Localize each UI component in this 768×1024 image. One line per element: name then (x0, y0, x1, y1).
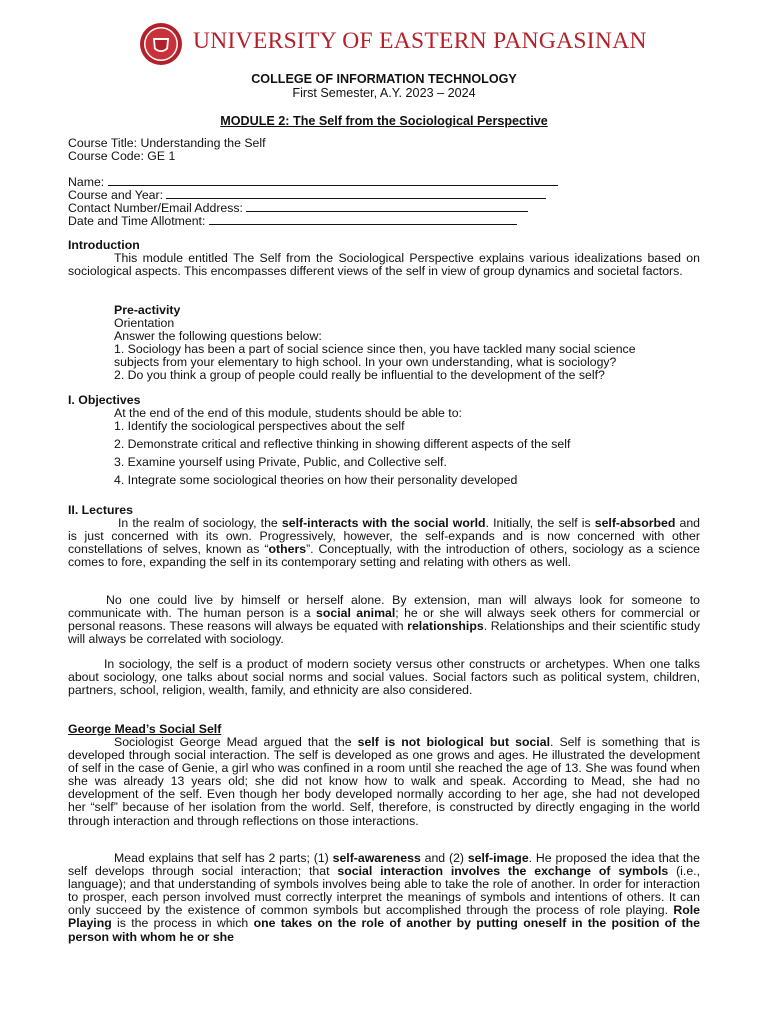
lecture-paragraph-1 (68, 517, 700, 569)
name-blank[interactable] (108, 175, 558, 186)
bold-run: self-image (467, 851, 529, 865)
text-run: . Initially, the self is (485, 516, 595, 530)
date-time-blank[interactable] (209, 214, 517, 225)
question-1-line1: 1. Sociology has been a part of social science since then, you have tackled many social science (114, 342, 636, 356)
course-code: Course Code: GE 1 (68, 149, 176, 163)
text-run: In the realm of sociology, the (118, 516, 282, 530)
date-time-label: Date and Time Allotment: (68, 214, 206, 228)
module-title-text: MODULE 2: The Self from the Sociological Perspective (220, 114, 548, 128)
college-name: COLLEGE OF INFORMATION TECHNOLOGY (251, 72, 517, 86)
pre-activity-heading: Pre-activity (114, 303, 181, 317)
mead-paragraph-2 (68, 852, 700, 944)
course-year-blank[interactable] (166, 188, 546, 199)
university-header (135, 20, 647, 70)
bold-run: self is not biological but social (357, 735, 550, 749)
text-run: (i.e., language); and that understanding of symbols involves being able to take the role of another. In order for interaction to prosper, each person involved must correctly interpret the meanings of symbols and intentions of others. It can only succeed by the existence of common symbols but accomplished through the process of role playing. (68, 864, 701, 918)
objective-item: 4. Integrate some sociological theories on how their personality developed (114, 473, 518, 487)
text-run: ; he or she will always seek others for commercial or personal reasons. These reasons will always be equated with (68, 606, 701, 634)
text-run: Sociologist George Mead argued that the (114, 735, 358, 749)
question-2: 2. Do you think a group of people could really be influential to the development of the self? (114, 368, 605, 382)
text-run: Mead explains that self has 2 parts; (1) (114, 851, 333, 865)
orientation-label: Orientation (114, 316, 175, 330)
text-run: . Self is something that is developed through social interaction. The self is developed as one grows and ages. He illustrated the development of self in the case of Genie, a girl who was confined in a room until she reached the age of 13. She was found when she was already 13 years old; she did not know how to walk and speak. According to Mead, she had no development of the self. Even though her body developed normally according to her age, she had not developed her “self” because of her isolation from the world. Self, therefore, is constructed by directly engaging in the world through interaction and through reflections on those interactions. (68, 735, 701, 828)
bold-run: social animal (316, 606, 396, 621)
mead-paragraph-1 (68, 736, 700, 828)
text-run: . Relationships and their scientific study will always be correlated with sociology. (68, 619, 700, 647)
university-name: UNIVERSITY OF EASTERN PANGASINAN (193, 28, 647, 54)
course-year-label: Course and Year: (68, 188, 164, 202)
objective-item: 3. Examine yourself using Private, Public, and Collective self. (114, 455, 447, 469)
bold-run: self-absorbed (594, 516, 676, 530)
course-year-field[interactable] (68, 188, 546, 202)
bold-run: self-interacts with the social world (281, 516, 486, 530)
course-title: Course Title: Understanding the Self (68, 136, 266, 150)
bold-run: relationships (407, 619, 484, 634)
objective-item: 1. Identify the sociological perspectives about the self (114, 419, 405, 433)
university-seal-icon (139, 22, 183, 66)
text-run: and (2) (420, 851, 468, 865)
contact-blank[interactable] (246, 201, 528, 212)
lectures-heading: II. Lectures (68, 503, 133, 517)
objective-item: 2. Demonstrate critical and reflective thinking in showing different aspects of the self (114, 437, 571, 451)
bold-run: one takes on the role of another by putting oneself in the position of the person with whom he or she (68, 916, 700, 944)
bold-run: self-awareness (332, 851, 421, 865)
name-field[interactable] (68, 175, 558, 189)
semester: First Semester, A.Y. 2023 – 2024 (292, 86, 476, 100)
date-time-field[interactable] (68, 214, 517, 228)
question-1-line2: subjects from your elementary to high school. In your own understanding, what is sociology? (114, 355, 617, 369)
contact-label: Contact Number/Email Address: (68, 201, 243, 215)
text-run: is the process in which (111, 916, 254, 931)
bold-run: social interaction involves the exchange of symbols (337, 864, 669, 879)
introduction-text: This module entitled The Self from the Sociological Perspective explains various idealizations based on sociological aspects. This encompasses different views of the self in view of group dynamics and societal factors. (68, 251, 700, 279)
mead-heading-text: George Mead’s Social Self (68, 722, 222, 736)
text-run: . He proposed the idea that the self develops through social interaction; that (68, 851, 700, 879)
lecture-paragraph-3: In sociology, the self is a product of modern society versus other constructs or archetypes. When one talks about sociology, one talks about social norms and social values. Social factors such as political system, children, partners, school, religion, wealth, family, and ethnicity are also considered. (68, 657, 700, 698)
introduction-heading: Introduction (68, 238, 140, 252)
name-label: Name: (68, 175, 105, 189)
text-run: ”. Conceptually, with the introduction of others, sociology as a science comes to fore, expanding the self in its contemporary setting and relating with others as well. (68, 542, 700, 570)
objectives-heading: I. Objectives (68, 393, 141, 407)
objectives-intro: At the end of the end of this module, students should be able to: (114, 406, 462, 420)
lecture-paragraph-2 (68, 594, 700, 646)
contact-field[interactable] (68, 201, 528, 215)
module-title (0, 114, 768, 128)
text-run: No one could live by himself or herself alone. By extension, man will always look for someone to communicate with. The human person is a (68, 593, 700, 621)
bold-run: others (268, 542, 307, 557)
bold-run: Role Playing (68, 903, 700, 931)
text-run: and is just concerned with its own. Progressively, however, the self-expands and is now concerned with other constellations of selves, known as “ (68, 516, 701, 557)
pre-activity-instruction: Answer the following questions below: (114, 329, 322, 343)
